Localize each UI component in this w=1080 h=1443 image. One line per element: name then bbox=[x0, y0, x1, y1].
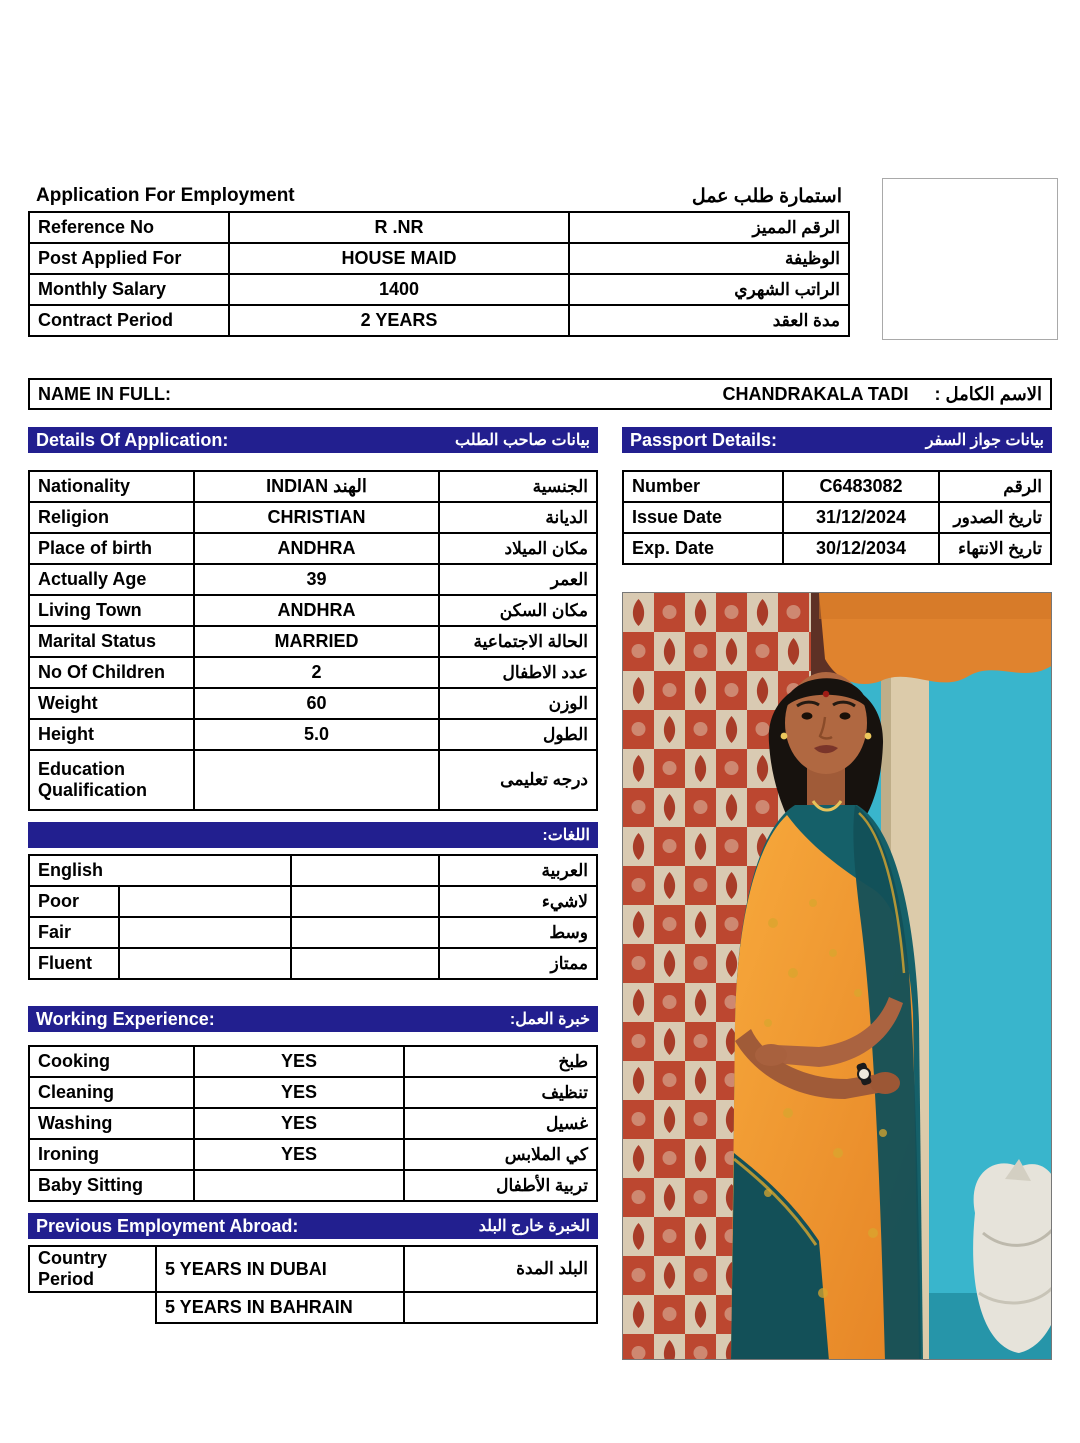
poor-cell-2 bbox=[291, 886, 439, 917]
application-info-table bbox=[28, 211, 850, 337]
issue-date-value: 31/12/2024 bbox=[783, 502, 939, 533]
previous-employment-entry-1: 5 YEARS IN DUBAI bbox=[156, 1246, 404, 1292]
passport-table bbox=[622, 470, 1052, 565]
left-column bbox=[28, 427, 598, 1324]
issue-date-label-ar: تاريخ الصدور bbox=[939, 502, 1051, 533]
application-title-en: Application For Employment bbox=[36, 185, 295, 206]
details-title-ar: بيانات صاحب الطلب bbox=[455, 432, 590, 449]
education-label-ar: درجه تعليمى bbox=[439, 750, 597, 810]
monthly-salary-label-ar: الراتب الشهري bbox=[569, 274, 849, 305]
details-title-en: Details Of Application: bbox=[36, 429, 229, 450]
ironing-label: Ironing bbox=[29, 1139, 194, 1170]
table-row bbox=[623, 471, 1051, 502]
weight-label-ar: الوزن bbox=[439, 688, 597, 719]
languages-section-header bbox=[28, 822, 598, 848]
details-section-header bbox=[28, 427, 598, 453]
fair-cell-2 bbox=[291, 917, 439, 948]
table-row bbox=[29, 1170, 597, 1201]
reference-no-label: Reference No bbox=[29, 212, 229, 243]
languages-table bbox=[28, 854, 598, 980]
poor-label: Poor bbox=[29, 886, 119, 917]
table-row bbox=[29, 1139, 597, 1170]
english-label-ar: العربية bbox=[439, 855, 597, 886]
religion-label-ar: الديانة bbox=[439, 502, 597, 533]
passport-title-en: Passport Details: bbox=[630, 429, 778, 450]
fluent-cell-2 bbox=[291, 948, 439, 979]
expiry-date-label-ar: تاريخ الانتهاء bbox=[939, 533, 1051, 564]
marital-status-value: MARRIED bbox=[194, 626, 439, 657]
contract-period-label: Contract Period bbox=[29, 305, 229, 336]
table-row bbox=[623, 502, 1051, 533]
religion-label: Religion bbox=[29, 502, 194, 533]
washing-label: Washing bbox=[29, 1108, 194, 1139]
languages-title-ar: اللغات: bbox=[542, 827, 590, 844]
table-row bbox=[29, 1108, 597, 1139]
cleaning-label-ar: تنظيف bbox=[404, 1077, 597, 1108]
country-period-label bbox=[29, 1246, 156, 1292]
passport-title-ar: بيانات جواز السفر bbox=[925, 432, 1044, 449]
marital-status-label: Marital Status bbox=[29, 626, 194, 657]
previous-employment-table bbox=[28, 1245, 598, 1324]
cooking-label-ar: طبخ bbox=[404, 1046, 597, 1077]
working-experience-table bbox=[28, 1045, 598, 1202]
contract-period-label-ar: مدة العقد bbox=[569, 305, 849, 336]
table-row bbox=[29, 533, 597, 564]
religion-value: CHRISTIAN bbox=[194, 502, 439, 533]
period-label-line: Period bbox=[38, 1269, 95, 1289]
nationality-value: INDIAN الهند bbox=[194, 471, 439, 502]
table-row bbox=[29, 471, 597, 502]
fluent-label-ar: ممتاز bbox=[439, 948, 597, 979]
working-title-en: Working Experience: bbox=[36, 1008, 215, 1029]
birthplace-value: ANDHRA bbox=[194, 533, 439, 564]
fair-label: Fair bbox=[29, 917, 119, 948]
living-town-label-ar: مكان السكن bbox=[439, 595, 597, 626]
table-row bbox=[29, 886, 597, 917]
application-header-section bbox=[28, 181, 850, 337]
ironing-label-ar: كي الملابس bbox=[404, 1139, 597, 1170]
name-right-group bbox=[723, 384, 1043, 405]
name-label: NAME IN FULL: bbox=[38, 383, 171, 404]
table-row bbox=[29, 274, 849, 305]
babysitting-value bbox=[194, 1170, 404, 1201]
ironing-value: YES bbox=[194, 1139, 404, 1170]
age-value: 39 bbox=[194, 564, 439, 595]
washing-label-ar: غسيل bbox=[404, 1108, 597, 1139]
expiry-date-label: Exp. Date bbox=[623, 533, 783, 564]
table-row bbox=[29, 626, 597, 657]
previous-employment-section-header bbox=[28, 1213, 598, 1239]
fluent-cell-1 bbox=[119, 948, 291, 979]
education-label: Education Qualification bbox=[29, 750, 194, 810]
previous-employment-title-en: Previous Employment Abroad: bbox=[36, 1215, 299, 1236]
contract-period-value: 2 YEARS bbox=[229, 305, 569, 336]
nationality-label: Nationality bbox=[29, 471, 194, 502]
application-title-ar: استمارة طلب عمل bbox=[691, 185, 842, 207]
cooking-value: YES bbox=[194, 1046, 404, 1077]
table-row bbox=[29, 1292, 597, 1323]
fair-cell-1 bbox=[119, 917, 291, 948]
table-row bbox=[29, 688, 597, 719]
babysitting-label-ar: تربية الأطفال bbox=[404, 1170, 597, 1201]
table-row bbox=[29, 595, 597, 626]
children-value: 2 bbox=[194, 657, 439, 688]
working-experience-section-header bbox=[28, 1006, 598, 1032]
application-title-row bbox=[28, 181, 850, 211]
birthplace-label: Place of birth bbox=[29, 533, 194, 564]
table-row bbox=[623, 533, 1051, 564]
post-applied-label-ar: الوظيفة bbox=[569, 243, 849, 274]
cooking-label: Cooking bbox=[29, 1046, 194, 1077]
weight-value: 60 bbox=[194, 688, 439, 719]
english-label: English bbox=[29, 855, 291, 886]
applicant-photo bbox=[622, 592, 1052, 1360]
table-row bbox=[29, 1046, 597, 1077]
fluent-label: Fluent bbox=[29, 948, 119, 979]
post-applied-label: Post Applied For bbox=[29, 243, 229, 274]
name-value: CHANDRAKALA TADI bbox=[722, 383, 909, 404]
previous-employment-title-ar: الخبرة خارج البلد bbox=[478, 1218, 590, 1235]
country-label-line: Country bbox=[38, 1248, 107, 1268]
country-period-label-ar: البلد المدة bbox=[404, 1246, 597, 1292]
details-table bbox=[28, 470, 598, 811]
reference-no-value: R .NR bbox=[229, 212, 569, 243]
full-name-row bbox=[28, 378, 1052, 410]
babysitting-label: Baby Sitting bbox=[29, 1170, 194, 1201]
education-value bbox=[194, 750, 439, 810]
table-row bbox=[29, 1246, 597, 1292]
passport-number-value: C6483082 bbox=[783, 471, 939, 502]
age-label: Actually Age bbox=[29, 564, 194, 595]
table-row bbox=[29, 948, 597, 979]
monthly-salary-label: Monthly Salary bbox=[29, 274, 229, 305]
monthly-salary-value: 1400 bbox=[229, 274, 569, 305]
issue-date-label: Issue Date bbox=[623, 502, 783, 533]
washing-value: YES bbox=[194, 1108, 404, 1139]
weight-label: Weight bbox=[29, 688, 194, 719]
table-row bbox=[29, 719, 597, 750]
poor-label-ar: لاشيء bbox=[439, 886, 597, 917]
height-value: 5.0 bbox=[194, 719, 439, 750]
working-title-ar: خبرة العمل: bbox=[509, 1011, 590, 1028]
table-row bbox=[29, 502, 597, 533]
living-town-value: ANDHRA bbox=[194, 595, 439, 626]
expiry-date-value: 30/12/2034 bbox=[783, 533, 939, 564]
table-row bbox=[29, 657, 597, 688]
english-value-cell bbox=[291, 855, 439, 886]
table-row bbox=[29, 305, 849, 336]
reference-no-label-ar: الرقم المميز bbox=[569, 212, 849, 243]
children-label-ar: عدد الاطفال bbox=[439, 657, 597, 688]
living-town-label: Living Town bbox=[29, 595, 194, 626]
height-label: Height bbox=[29, 719, 194, 750]
poor-cell-1 bbox=[119, 886, 291, 917]
empty-cell bbox=[29, 1292, 156, 1323]
table-row bbox=[29, 564, 597, 595]
marital-status-label-ar: الحالة الاجتماعية bbox=[439, 626, 597, 657]
table-row bbox=[29, 243, 849, 274]
previous-employment-entry-2: 5 YEARS IN BAHRAIN bbox=[156, 1292, 404, 1323]
passport-section-header bbox=[622, 427, 1052, 453]
applicant-photo-illustration bbox=[623, 593, 1052, 1360]
cleaning-label: Cleaning bbox=[29, 1077, 194, 1108]
birthplace-label-ar: مكان الميلاد bbox=[439, 533, 597, 564]
nationality-label-ar: الجنسية bbox=[439, 471, 597, 502]
age-label-ar: العمر bbox=[439, 564, 597, 595]
post-applied-value: HOUSE MAID bbox=[229, 243, 569, 274]
table-row bbox=[29, 750, 597, 810]
passport-number-label: Number bbox=[623, 471, 783, 502]
passport-number-label-ar: الرقم bbox=[939, 471, 1051, 502]
photo-placeholder-box bbox=[882, 178, 1058, 340]
height-label-ar: الطول bbox=[439, 719, 597, 750]
fair-label-ar: وسط bbox=[439, 917, 597, 948]
table-row bbox=[29, 1077, 597, 1108]
table-row bbox=[29, 855, 597, 886]
table-row bbox=[29, 212, 849, 243]
empty-cell bbox=[404, 1292, 597, 1323]
name-label-ar: الاسم الكامل : bbox=[934, 383, 1042, 404]
children-label: No Of Children bbox=[29, 657, 194, 688]
table-row bbox=[29, 917, 597, 948]
right-column bbox=[622, 427, 1052, 1360]
cleaning-value: YES bbox=[194, 1077, 404, 1108]
